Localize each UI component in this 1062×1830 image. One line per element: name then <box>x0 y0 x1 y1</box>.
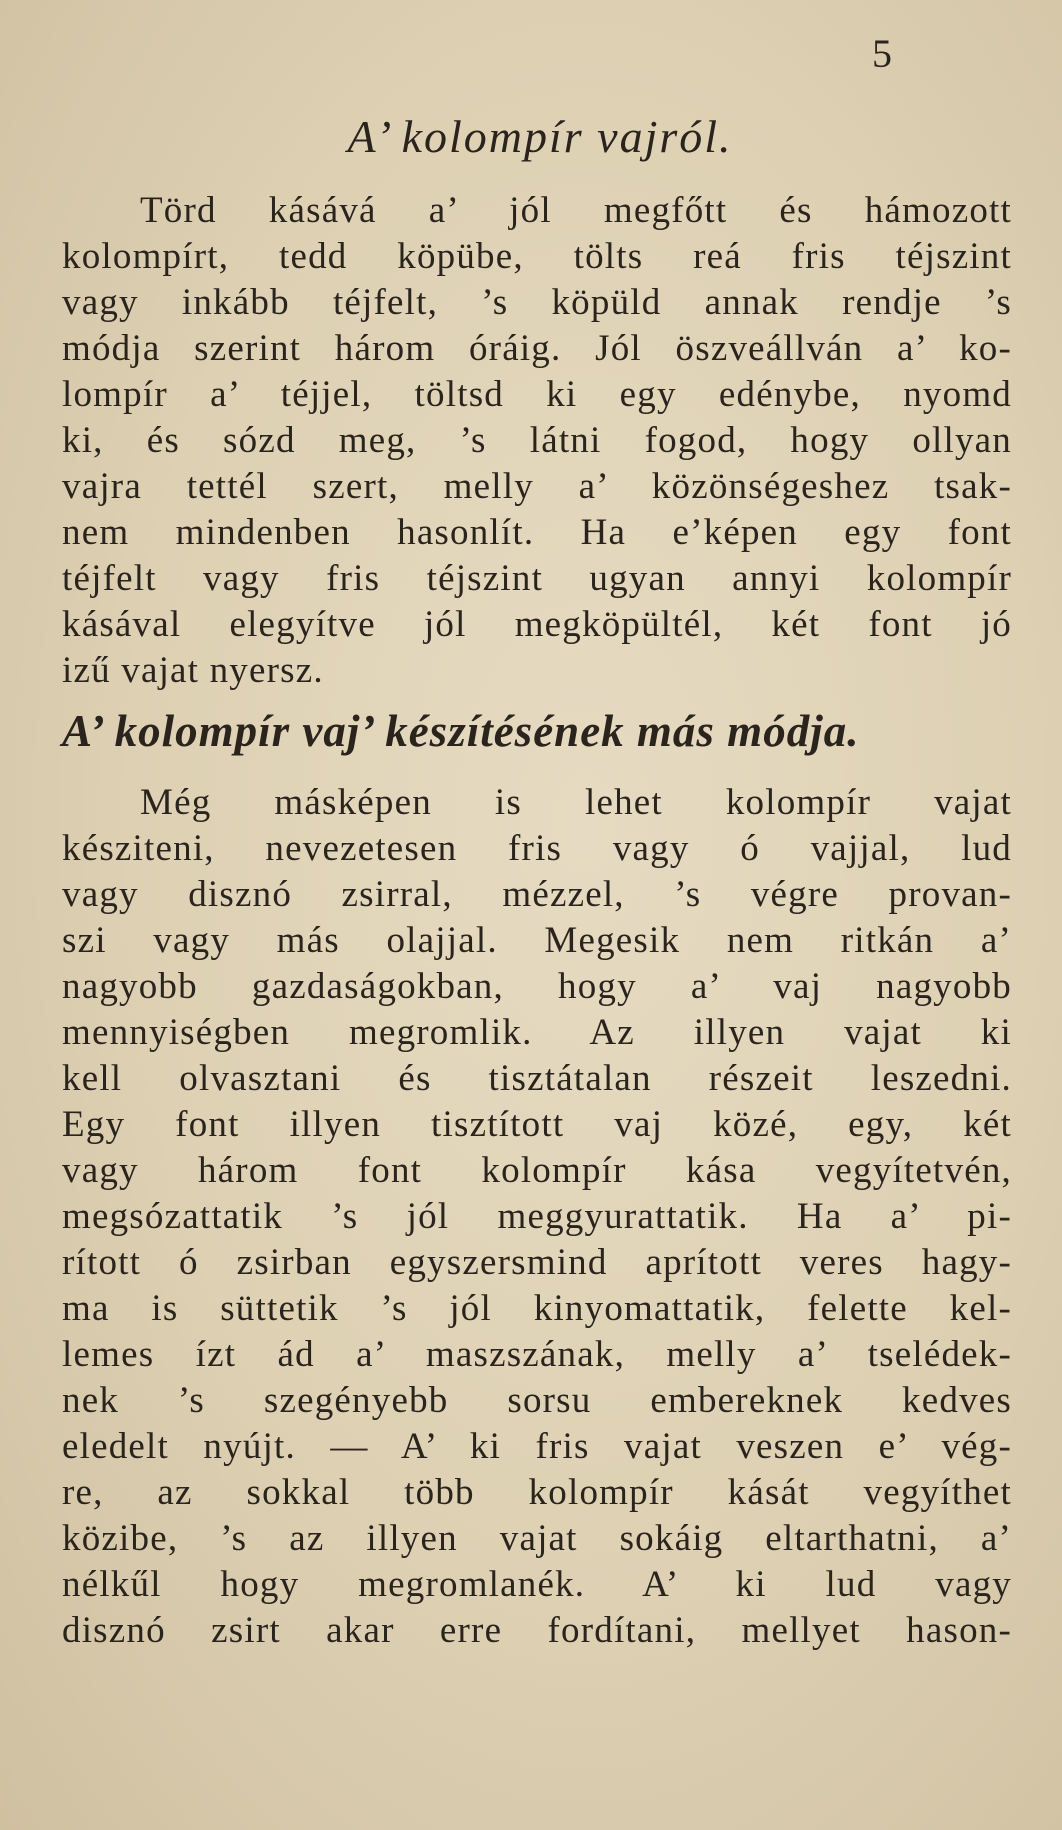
text-line: izű vajat nyersz. <box>62 650 324 691</box>
text-line: vajra tettél szert, melly a’ közönségeshez tsak- <box>62 466 1012 507</box>
page-number: 5 <box>872 31 894 76</box>
text-line: késziteni, nevezetesen fris vagy ó vajjal, lud <box>62 828 1012 869</box>
text-line: disznó zsirt akar erre fordítani, mellyet hason- <box>62 1610 1012 1651</box>
text-line: nem mindenben hasonlít. Ha e’képen egy font <box>62 512 1012 553</box>
text-line: közibe, ’s az illyen vajat sokáig eltarthatni, a’ <box>62 1518 1012 1559</box>
text-line: kásával elegyítve jól megköpültél, két font jó <box>62 604 1012 645</box>
text-line: nélkűl hogy megromlanék. A’ ki lud vagy <box>62 1564 1012 1605</box>
section-subtitle: A’ kolompír vaj’ készítésének más módja. <box>62 706 860 756</box>
text-line: re, az sokkal több kolompír kását vegyíthet <box>62 1472 1012 1513</box>
text-line: vagy három font kolompír kása vegyítetvén, <box>62 1150 1012 1191</box>
section-title: A’ kolompír vajról. <box>347 111 733 162</box>
text-line: ki, és sózd meg, ’s látni fogod, hogy ollyan <box>62 420 1012 461</box>
text-line: módja szerint három óráig. Jól öszveállván a’ ko- <box>62 328 1012 369</box>
text-line: Egy font illyen tisztított vaj közé, egy, két <box>62 1104 1012 1145</box>
text-line: lemes ízt ád a’ maszszának, melly a’ tselédek- <box>62 1334 1012 1375</box>
text-line: rított ó zsirban egyszersmind aprított veres hagy- <box>62 1242 1012 1283</box>
text-line: vagy disznó zsirral, mézzel, ’s végre provan- <box>62 874 1012 915</box>
text-line: vagy inkább téjfelt, ’s köpüld annak rendje ’s <box>62 282 1012 323</box>
text-line: Még másképen is lehet kolompír vajat <box>140 782 1012 823</box>
text-line: eledelt nyújt. — A’ ki fris vajat veszen e’ vég- <box>62 1426 1012 1467</box>
text-line: kolompírt, tedd köpübe, tölts reá fris téjszint <box>62 236 1012 277</box>
text-line: lompír a’ téjjel, töltsd ki egy edénybe, nyomd <box>62 374 1012 415</box>
text-line: kell olvasztani és tisztátalan részeit leszedni. <box>62 1058 1012 1099</box>
text-line: Törd kásává a’ jól megfőtt és hámozott <box>140 190 1012 231</box>
text-line: megsózattatik ’s jól meggyurattatik. Ha a’ pi- <box>62 1196 1012 1237</box>
text-line: nagyobb gazdaságokban, hogy a’ vaj nagyobb <box>62 966 1012 1007</box>
text-line: mennyiségben megromlik. Az illyen vajat ki <box>62 1012 1012 1053</box>
text-line: nek ’s szegényebb sorsu embereknek kedves <box>62 1380 1012 1421</box>
text-line: ma is süttetik ’s jól kinyomattatik, felette kel- <box>62 1288 1012 1329</box>
text-line: szi vagy más olajjal. Megesik nem ritkán a’ <box>62 920 1012 961</box>
text-line: téjfelt vagy fris téjszint ugyan annyi kolompír <box>62 558 1012 599</box>
